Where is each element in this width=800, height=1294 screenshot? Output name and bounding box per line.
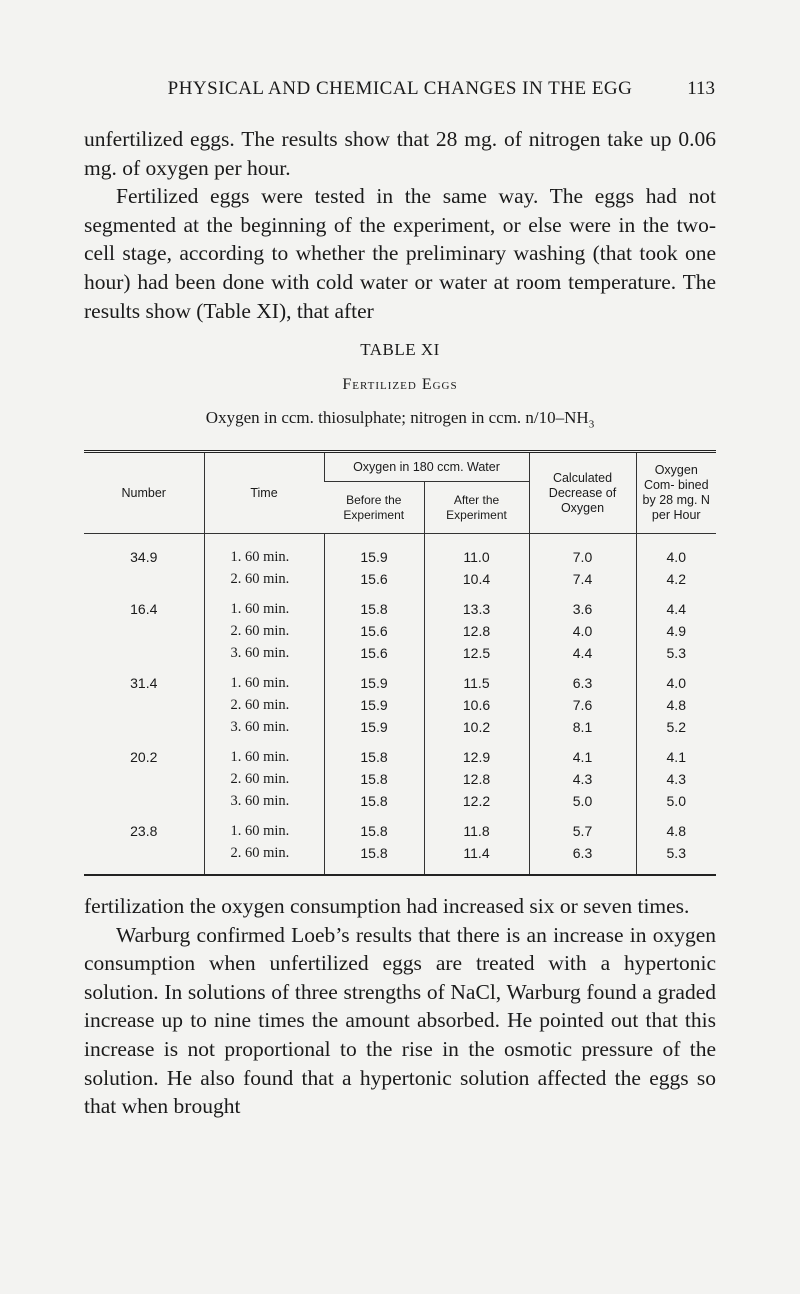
table-subtitle: Fertilized Eggs <box>342 376 458 393</box>
cell-after: 10.2 <box>424 716 529 738</box>
table-row <box>84 694 716 716</box>
group-spacer <box>84 590 716 598</box>
table-row <box>84 842 716 875</box>
cell-after: 12.5 <box>424 642 529 664</box>
cell-before: 15.8 <box>324 790 424 812</box>
bottom-text <box>84 892 716 1121</box>
spacer-cell <box>324 590 424 598</box>
cell-before: 15.8 <box>324 820 424 842</box>
cell-time: 1. 60 min. <box>204 820 324 842</box>
cell-number <box>84 568 204 590</box>
spacer-cell <box>424 590 529 598</box>
cell-combined: 4.0 <box>636 672 716 694</box>
data-table <box>84 450 716 876</box>
cell-before: 15.6 <box>324 642 424 664</box>
cell-number <box>84 768 204 790</box>
cell-time: 2. 60 min. <box>204 842 324 875</box>
group-spacer <box>84 664 716 672</box>
cell-number: 31.4 <box>130 675 158 691</box>
table-row <box>84 672 716 694</box>
table-caption-subscript: 3 <box>588 418 595 431</box>
spacer-cell <box>424 664 529 672</box>
cell-number <box>84 694 204 716</box>
cell-after: 10.4 <box>424 568 529 590</box>
table-caption <box>0 408 800 430</box>
spacer-cell <box>636 590 716 598</box>
paragraph: Warburg confirmed Loeb’s results that there is an increase in oxygen consumption when unfertilized eggs are treated with a hypertonic solution. In solutions of three strengths of NaCl, Warburg found a graded increase up to nine times the amount absorbed. He pointed out that this increase is not proportional to the rise in the osmotic pressure of the solution. He also found that a hypertonic solution affected the eggs so that when brought <box>84 922 716 1119</box>
header-after: After the Experiment <box>424 482 529 534</box>
cell-decrease: 7.6 <box>529 694 636 716</box>
cell-before: 15.9 <box>324 672 424 694</box>
spacer-cell <box>84 664 204 672</box>
cell-number: 16.4 <box>130 601 158 617</box>
header-time: Time <box>204 452 324 534</box>
cell-after: 10.6 <box>424 694 529 716</box>
cell-number <box>84 716 204 738</box>
cell-combined: 4.8 <box>636 694 716 716</box>
cell-decrease: 5.0 <box>529 790 636 812</box>
cell-after: 11.0 <box>424 534 529 569</box>
table-body <box>84 534 716 876</box>
cell-decrease: 4.0 <box>529 620 636 642</box>
cell-before: 15.8 <box>324 746 424 768</box>
cell-decrease: 7.0 <box>529 534 636 569</box>
cell-combined: 4.3 <box>636 768 716 790</box>
group-spacer <box>84 738 716 746</box>
spacer-cell <box>204 590 324 598</box>
cell-decrease: 6.3 <box>529 842 636 875</box>
cell-number: 34.9 <box>130 549 158 565</box>
cell-time: 2. 60 min. <box>204 694 324 716</box>
spacer-cell <box>204 738 324 746</box>
cell-before: 15.8 <box>324 842 424 875</box>
cell-time: 1. 60 min. <box>204 598 324 620</box>
cell-decrease: 7.4 <box>529 568 636 590</box>
cell-after: 12.8 <box>424 768 529 790</box>
cell-combined: 5.0 <box>636 790 716 812</box>
table-row <box>84 820 716 842</box>
cell-decrease: 5.7 <box>529 820 636 842</box>
spacer-cell <box>204 812 324 820</box>
cell-number <box>84 642 204 664</box>
cell-number: 23.8 <box>130 823 158 839</box>
cell-before: 15.8 <box>324 768 424 790</box>
paragraph: Fertilized eggs were tested in the same way. The eggs had not segmented at the beginning of the experiment, or else were in the two-cell stage, according to whether the preliminary washing (that took one hour) had been done with cold water or water at room temperature. The results show (Table XI), that after <box>84 184 716 323</box>
cell-before: 15.9 <box>324 694 424 716</box>
cell-after: 11.4 <box>424 842 529 875</box>
spacer-cell <box>424 812 529 820</box>
spacer-cell <box>529 590 636 598</box>
cell-before: 15.9 <box>324 716 424 738</box>
cell-decrease: 8.1 <box>529 716 636 738</box>
header-number: Number <box>84 452 204 534</box>
cell-number <box>84 842 204 875</box>
header-oxygen-group: Oxygen in 180 ccm. Water <box>324 452 529 482</box>
cell-after: 11.8 <box>424 820 529 842</box>
spacer-cell <box>84 812 204 820</box>
table-row <box>84 768 716 790</box>
table-row <box>84 620 716 642</box>
cell-time: 3. 60 min. <box>204 790 324 812</box>
cell-number: 20.2 <box>130 749 158 765</box>
spacer-cell <box>324 738 424 746</box>
cell-decrease: 4.3 <box>529 768 636 790</box>
spacer-cell <box>636 664 716 672</box>
cell-number <box>84 790 204 812</box>
spacer-cell <box>529 664 636 672</box>
cell-time: 2. 60 min. <box>204 568 324 590</box>
cell-after: 11.5 <box>424 672 529 694</box>
group-spacer <box>84 812 716 820</box>
table-title: TABLE XI <box>360 340 440 359</box>
spacer-cell <box>204 664 324 672</box>
cell-combined: 4.2 <box>636 568 716 590</box>
cell-combined: 4.8 <box>636 820 716 842</box>
table-row <box>84 790 716 812</box>
header-before: Before the Experiment <box>324 482 424 534</box>
cell-time: 3. 60 min. <box>204 716 324 738</box>
table-row <box>84 534 716 569</box>
spacer-cell <box>424 738 529 746</box>
cell-after: 12.9 <box>424 746 529 768</box>
paragraph-continuation: fertilization the oxygen consumption had increased six or seven times. <box>84 894 690 918</box>
spacer-cell <box>529 738 636 746</box>
page-number: 113 <box>687 78 715 99</box>
cell-number <box>84 620 204 642</box>
table-row <box>84 598 716 620</box>
cell-time: 1. 60 min. <box>204 534 324 569</box>
cell-time: 1. 60 min. <box>204 746 324 768</box>
cell-before: 15.8 <box>324 598 424 620</box>
cell-before: 15.9 <box>324 534 424 569</box>
cell-after: 12.2 <box>424 790 529 812</box>
top-text <box>84 125 716 325</box>
cell-combined: 4.4 <box>636 598 716 620</box>
spacer-cell <box>324 664 424 672</box>
cell-combined: 4.9 <box>636 620 716 642</box>
table-row <box>84 716 716 738</box>
table-row <box>84 642 716 664</box>
cell-combined: 5.3 <box>636 842 716 875</box>
cell-decrease: 3.6 <box>529 598 636 620</box>
running-head: PHYSICAL AND CHEMICAL CHANGES IN THE EGG <box>167 78 633 99</box>
header-decrease: Calculated Decrease of Oxygen <box>529 452 636 534</box>
cell-time: 3. 60 min. <box>204 642 324 664</box>
header-combined: Oxygen Com- bined by 28 mg. N per Hour <box>636 452 716 534</box>
table-caption-main: Oxygen in ccm. thiosulphate; nitrogen in ccm. n/10–NH <box>205 408 589 427</box>
table-row <box>84 746 716 768</box>
cell-time: 2. 60 min. <box>204 620 324 642</box>
cell-time: 1. 60 min. <box>204 672 324 694</box>
cell-combined: 4.0 <box>636 534 716 569</box>
cell-time: 2. 60 min. <box>204 768 324 790</box>
cell-decrease: 4.4 <box>529 642 636 664</box>
spacer-cell <box>84 590 204 598</box>
paragraph-continuation: unfertilized eggs. The results show that 28 mg. of nitrogen take up 0.06 mg. of oxygen per hour. <box>84 127 716 180</box>
spacer-cell <box>529 812 636 820</box>
spacer-cell <box>324 812 424 820</box>
cell-combined: 4.1 <box>636 746 716 768</box>
cell-after: 13.3 <box>424 598 529 620</box>
cell-after: 12.8 <box>424 620 529 642</box>
table-row <box>84 568 716 590</box>
cell-before: 15.6 <box>324 620 424 642</box>
cell-decrease: 4.1 <box>529 746 636 768</box>
spacer-cell <box>84 738 204 746</box>
cell-decrease: 6.3 <box>529 672 636 694</box>
spacer-cell <box>636 738 716 746</box>
cell-before: 15.6 <box>324 568 424 590</box>
cell-combined: 5.2 <box>636 716 716 738</box>
cell-combined: 5.3 <box>636 642 716 664</box>
spacer-cell <box>636 812 716 820</box>
